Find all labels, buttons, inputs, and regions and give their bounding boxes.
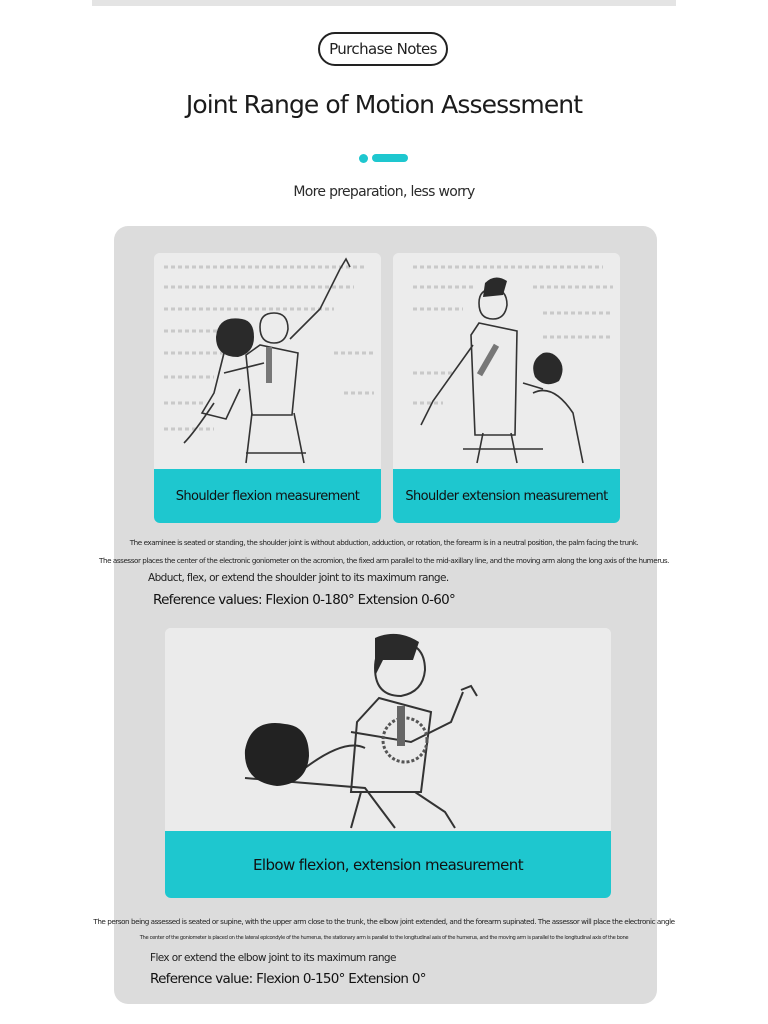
purchase-notes-label: Purchase Notes	[329, 40, 437, 58]
elbow-card	[165, 628, 611, 898]
shoulder-extension-label: Shoulder extension measurement	[393, 469, 620, 523]
shoulder-instruction: Abduct, flex, or extend the shoulder joint to its maximum range.	[148, 572, 449, 584]
elbow-description-line-1: The person being assessed is seated or supine, with the upper arm close to the trunk, the elbow joint extended, and the forearm supinated. The assessor will place the electronic angle	[93, 917, 675, 926]
page-subtitle: More preparation, less worry	[293, 184, 475, 200]
shoulder-description-line-1: The examinee is seated or standing, the shoulder joint is without abduction, adduction, or rotation, the forearm is in a neutral position, the palm facing the trunk.	[129, 538, 639, 547]
shoulder-extension-card	[393, 253, 620, 523]
shoulder-reference-values: Reference values: Flexion 0-180° Extension 0-60°	[153, 592, 456, 608]
elbow-measurement-illustration	[165, 628, 611, 831]
purchase-notes-badge	[318, 32, 448, 66]
elbow-measurement-label: Elbow flexion, extension measurement	[165, 831, 611, 898]
top-divider	[92, 0, 676, 6]
shoulder-extension-illustration	[393, 253, 620, 469]
elbow-instruction: Flex or extend the elbow joint to its maximum range	[150, 952, 396, 964]
elbow-description-line-2: The center of the goniometer is placed on the lateral epicondyle of the humerus, the stationary arm is parallel to the longitudinal axis of the humerus, and the moving arm is parallel to the longitudinal axis of the bone	[139, 935, 629, 941]
decorative-bar	[372, 154, 408, 162]
shoulder-flexion-card	[154, 253, 381, 523]
decorative-dot	[359, 154, 368, 163]
elbow-reference-values: Reference value: Flexion 0-150° Extension 0°	[150, 971, 426, 987]
page-title: Joint Range of Motion Assessment	[185, 90, 583, 119]
shoulder-flexion-label: Shoulder flexion measurement	[154, 469, 381, 523]
shoulder-flexion-illustration	[154, 253, 381, 469]
shoulder-description-line-2: The assessor places the center of the electronic goniometer on the acromion, the fixed arm parallel to the mid-axillary line, and the moving arm along the long axis of the humerus.	[99, 556, 669, 565]
